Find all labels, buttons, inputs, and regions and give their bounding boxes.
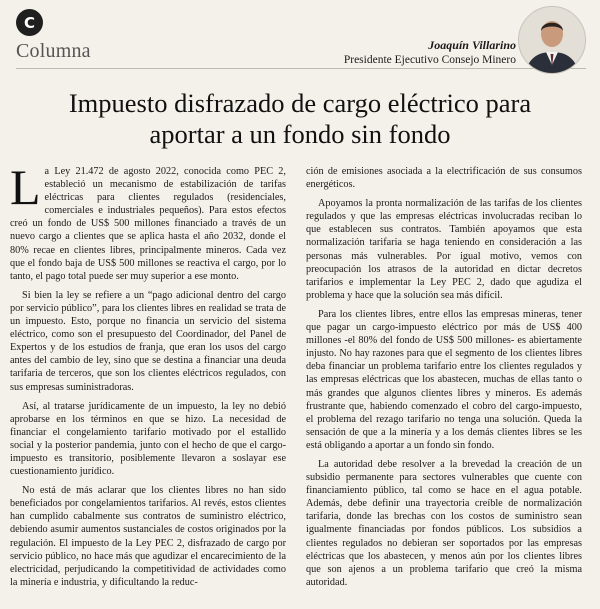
paragraph: Así, al tratarse jurídicamente de un impuesto, la ley no debió aprobarse en los términos en que se hizo. La necesidad de financiar el congelamiento tarifario motivado por el estallido social y la posterior pandemia, junto con el hecho de que el cargo-impuesto es transitorio, posiblemente llevaron a soslayar ese cuestionamiento jurídico.: [10, 400, 286, 478]
header-divider: [16, 68, 586, 69]
paragraph: ción de emisiones asociada a la electrificación de sus consumos energéticos.: [306, 166, 582, 191]
paragraph-text: a Ley 21.472 de agosto 2022, conocida como PEC 2, estableció un mecanismo de estabilización de tarifas eléctricas para clientes regulados (residenciales, comerciales e industriales pequeños). Para estos efectos creó un fondo de US$ 500 millones financiado a través de un nuevo cargo a clientes que se aplica hasta el año 2032, donde el 80% recae en clientes libres, principalmente mineros. Cada vez que el fondo baja de US$ 500 millones se reactiva el cargo, por lo tanto, el pago total puede ser muy superior a ese monto.: [10, 166, 286, 282]
section-label: Columna: [16, 40, 91, 62]
headline: [0, 88, 600, 150]
drop-cap: L: [10, 159, 41, 215]
column-badge: C: [16, 9, 43, 36]
author-name: Joaquín Villarino: [428, 38, 516, 52]
author-role: Presidente Ejecutivo Consejo Minero: [343, 54, 516, 66]
person-portrait-icon: [519, 7, 585, 73]
paragraph: La autoridad debe resolver a la brevedad la creación de un subsidio permanente para sectores vulnerables que cuente con financiamiento público, tal como se hace en el agua potable. Además, debe definir una trayectoria creíble de normalización tarifaria, donde las brechas con los costos de suministro sean igualmente financiadas por fondos públicos. Los subsidios a clientes regulados no debieran ser soportados por las empresas eléctricas que los abastecen, y menos aún por los clientes libres que son ajenos a un problema tarifario que creó la misma autoridad.: [306, 458, 582, 588]
headline-line-1: Impuesto disfrazado de cargo eléctrico para: [68, 88, 532, 118]
article-column-left: [10, 159, 286, 595]
author-block: [344, 38, 516, 68]
avatar: [518, 6, 586, 74]
article-column-right: [306, 165, 582, 595]
paragraph: No está de más aclarar que los clientes libres no han sido beneficiados por congelamientos tarifarios. Al revés, estos clientes han cumplido cabalmente sus contratos de suministro eléctrico, debiendo asumir aumentos sustanciales de costos originados por la regulación. El impuesto de la Ley PEC 2, disfrazado de cargo por servicio público, no hace más que agudizar el encarecimiento de la electricidad, perjudicando la competitividad de actividades como la minería e industria, y dificultando la reduc-: [10, 485, 286, 588]
paragraph: Apoyamos la pronta normalización de las tarifas de los clientes regulados y que las empresas eléctricas involucradas reciban lo que establecen sus contratos. También apoyamos que esta normalización tarifaria se haga teniendo en consideración a las personas más vulnerables. Por igual motivo, vemos con preocupación los atrasos de la autoridad en dictar decretos tarifarios e implementar la Ley PEC 2, dado que agudiza el problema y hace que la solución sea más difícil.: [306, 198, 582, 301]
paragraph: [10, 159, 286, 283]
paragraph: Si bien la ley se refiere a un “pago adicional dentro del cargo por servicio público”, para los clientes libres en realidad se trata de un impuesto. Esto, porque no financia un servicio del sistema eléctrico, como son el presupuesto del Coordinador, del Panel de Expertos y de los estudios de franja, que eran los usos del cargo antes del cambio de ley, sino que se destina a financiar una deuda tarifaria de terceros, que son los clientes eléctricos regulados, con sus empresas suministradoras.: [10, 289, 286, 393]
paragraph: Para los clientes libres, entre ellos las empresas mineras, tener que pagar un cargo-impuesto eléctrico por más de US$ 400 millones -el 80% del fondo de US$ 500 millones- es abiertamente injusto. No hay razones para que el segmento de los clientes libres deba financiar un problema tarifario entre los clientes regulados y las empresas eléctricas que los abastecen, muchas de ellas tanto o más grandes que algunos clientes libres y mineros. Es además frustrante que, habiendo comenzado el cobro del cargo-impuesto, el problema del rezago tarifario no tenga una solución. Queda la sensación de que a la minería y a los demás clientes libres se les está obligando a aportar a un fondo sin fondo.: [306, 308, 582, 451]
headline-line-2: aportar a un fondo sin fondo: [149, 119, 451, 149]
